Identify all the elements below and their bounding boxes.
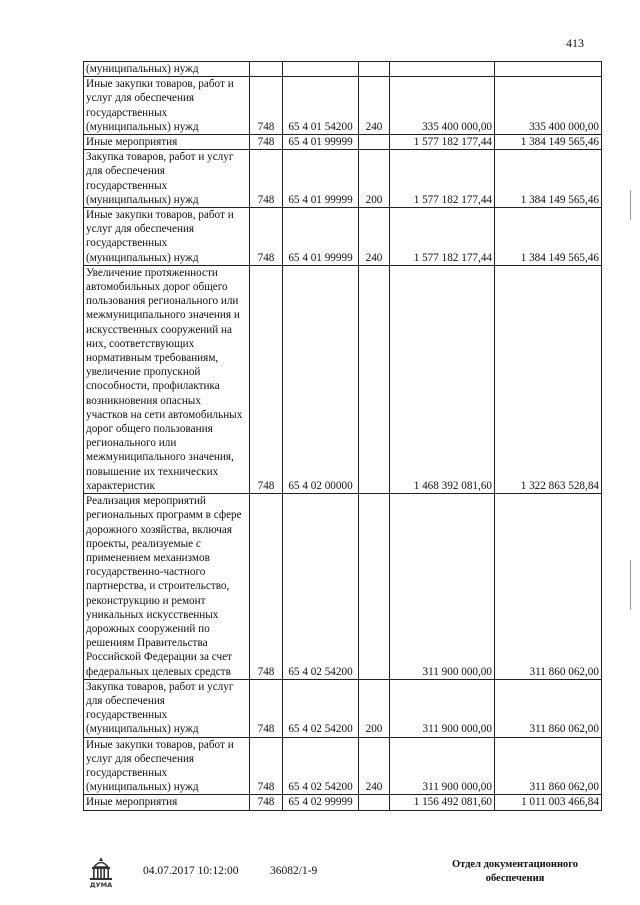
table-row [84,679,602,737]
row-admin-code: 748 [250,679,283,737]
budget-table [83,61,602,811]
row-name: Реализация мероприятий региональных программ в сфере дорожного хозяйства, включая проекты, реализуемые с применением механизмов государственно-частного партнерства, и строительство, реконструкцию и ремонт уникальных искусственных дорожных сооружений по решениям Правительства Российской Федерации за счет федеральных целевых средств [84,494,250,680]
row-admin-code: 748 [250,265,283,493]
row-admin-code: 748 [250,77,283,135]
row-target-code: 65 4 02 54200 [283,737,359,795]
row-expense-type: 240 [359,737,390,795]
row-admin-code [250,62,283,77]
row-admin-code: 748 [250,135,283,150]
row-sum-1: 311 900 000,00 [390,679,495,737]
row-target-code: 65 4 01 99999 [283,208,359,266]
table-row [84,208,602,266]
row-sum-1: 1 156 492 081,60 [390,795,495,810]
row-sum-1: 1 577 182 177,44 [390,135,495,150]
row-sum-2: 1 384 149 565,46 [495,135,602,150]
row-sum-2: 311 860 062,00 [495,679,602,737]
row-admin-code: 748 [250,208,283,266]
row-expense-type [359,135,390,150]
row-sum-1: 1 577 182 177,44 [390,208,495,266]
row-expense-type [359,265,390,493]
row-sum-2 [495,62,602,77]
row-sum-2: 311 860 062,00 [495,737,602,795]
table-row [84,265,602,493]
row-name: (муниципальных) нужд [84,62,250,77]
row-target-code: 65 4 01 99999 [283,135,359,150]
row-sum-1: 1 577 182 177,44 [390,150,495,208]
row-target-code: 65 4 02 54200 [283,679,359,737]
row-sum-2: 311 860 062,00 [495,494,602,680]
table-row [84,494,602,680]
logo-text: ДУМА [89,881,113,889]
row-target-code [283,62,359,77]
row-target-code: 65 4 02 99999 [283,795,359,810]
duma-logo-icon [84,855,118,889]
table-row [84,135,602,150]
scan-edge-mark [630,190,631,220]
row-expense-type: 240 [359,77,390,135]
row-target-code: 65 4 01 54200 [283,77,359,135]
row-sum-1 [390,62,495,77]
table-row [84,62,602,77]
row-name: Закупка товаров, работ и услуг для обеспечения государственных (муниципальных) нужд [84,679,250,737]
row-expense-type: 240 [359,208,390,266]
scan-edge-mark [630,560,631,610]
row-sum-2: 1 384 149 565,46 [495,150,602,208]
row-name: Иные закупки товаров, работ и услуг для обеспечения государственных (муниципальных) нужд [84,208,250,266]
department-line-2: обеспечения [485,873,545,884]
row-target-code: 65 4 01 99999 [283,150,359,208]
row-name: Закупка товаров, работ и услуг для обеспечения государственных (муниципальных) нужд [84,150,250,208]
row-expense-type: 200 [359,679,390,737]
row-sum-1: 335 400 000,00 [390,77,495,135]
registration-datetime: 04.07.2017 10:12:00 [143,865,239,877]
row-expense-type [359,795,390,810]
row-name: Иные мероприятия [84,795,250,810]
row-admin-code: 748 [250,737,283,795]
row-sum-2: 1 011 003 466,84 [495,795,602,810]
row-expense-type [359,62,390,77]
department-line-1: Отдел документационного [451,859,579,870]
table-row [84,737,602,795]
row-expense-type [359,494,390,680]
row-name: Увеличение протяженности автомобильных дорог общего пользования регионального или межмуниципального значения и искусственных сооружений на них, соответствующих нормативным требованиям, увеличение пропускной способности, профилактика возникновения опасных участков на сети автомобильных дорог общего пользования регионального или межмуниципального значения, повышение их технических характеристик [84,265,250,493]
document-number: 36082/1-9 [270,865,318,877]
department-stamp [440,858,590,886]
row-admin-code: 748 [250,494,283,680]
row-sum-1: 311 900 000,00 [390,494,495,680]
table-row [84,77,602,135]
budget-table-body [84,62,602,811]
row-name: Иные закупки товаров, работ и услуг для обеспечения государственных (муниципальных) нужд [84,77,250,135]
row-target-code: 65 4 02 00000 [283,265,359,493]
row-sum-2: 335 400 000,00 [495,77,602,135]
row-sum-1: 311 900 000,00 [390,737,495,795]
row-target-code: 65 4 02 54200 [283,494,359,680]
page-number: 413 [566,36,584,50]
table-row [84,795,602,810]
row-admin-code: 748 [250,795,283,810]
row-sum-2: 1 384 149 565,46 [495,208,602,266]
table-row [84,150,602,208]
row-name: Иные мероприятия [84,135,250,150]
row-admin-code: 748 [250,150,283,208]
row-sum-2: 1 322 863 528,84 [495,265,602,493]
row-sum-1: 1 468 392 081,60 [390,265,495,493]
row-name: Иные закупки товаров, работ и услуг для обеспечения государственных (муниципальных) нужд [84,737,250,795]
row-expense-type: 200 [359,150,390,208]
